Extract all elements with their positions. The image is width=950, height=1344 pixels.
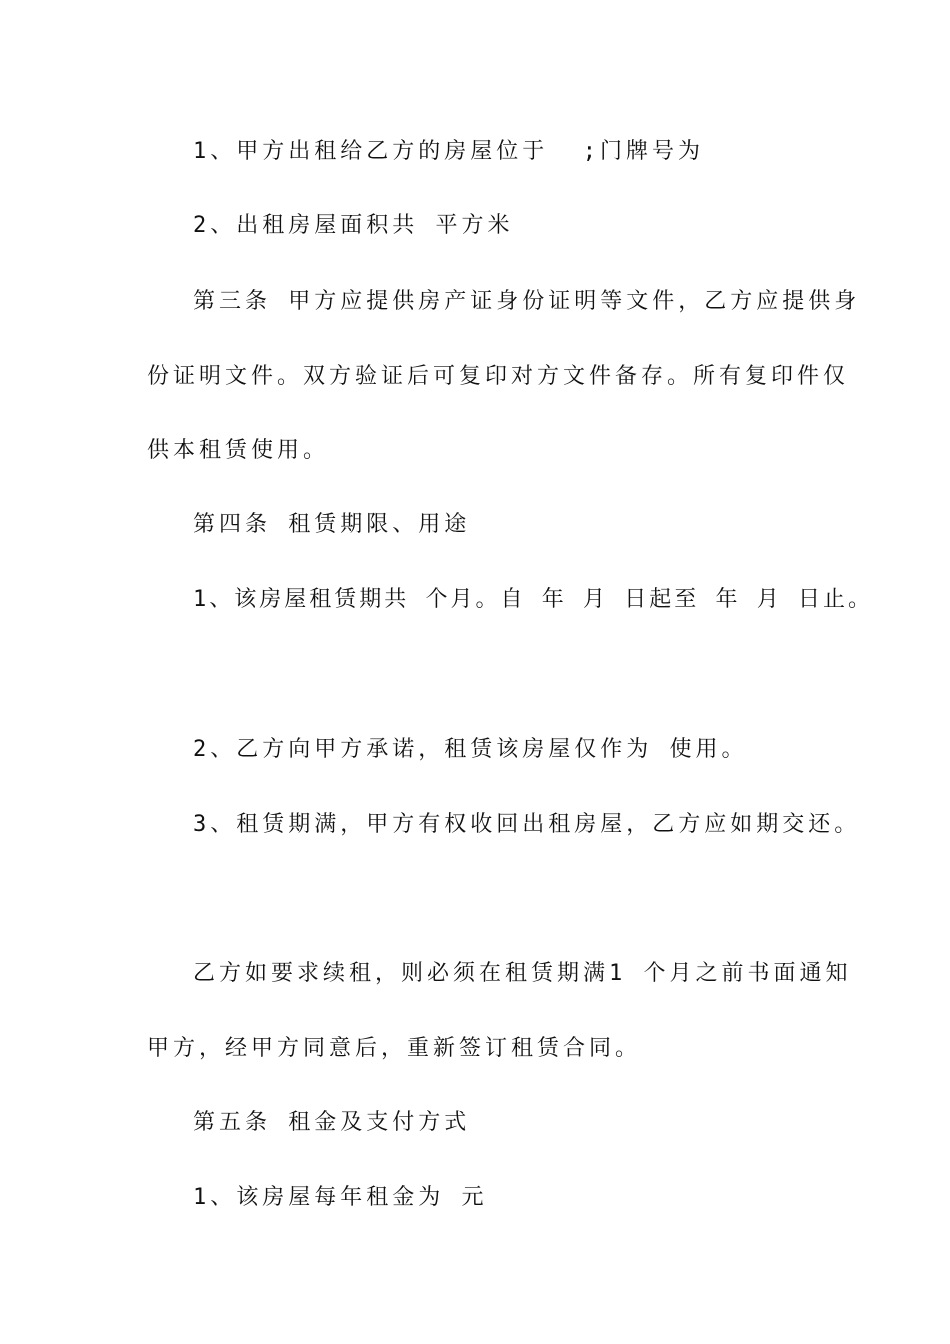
article-4-item-3: 3、租赁期满，甲方有权收回出租房屋，乙方应如期交还。	[193, 812, 861, 837]
clause-2-item-2: 2、出租房屋面积共 平方米	[193, 213, 514, 238]
article-5-item-1: 1、该房屋每年租金为 元	[193, 1185, 488, 1210]
article-3-line-2: 份证明文件。双方验证后可复印对方文件备存。所有复印件仅	[147, 364, 850, 389]
article-4-item-1: 1、该房屋租赁期共 个月。自 年 月 日起至 年 月 日止。	[193, 587, 873, 612]
article-4-item-2: 2、乙方向甲方承诺，租赁该房屋仅作为 使用。	[193, 737, 748, 762]
clause-2-item-1: 1、甲方出租给乙方的房屋位于 ;门牌号为	[193, 139, 704, 164]
article-4-heading: 第四条 租赁期限、用途	[193, 512, 471, 537]
article-3-line-3: 供本租赁使用。	[147, 438, 330, 463]
article-5-heading: 第五条 租金及支付方式	[193, 1110, 471, 1135]
renewal-line-1: 乙方如要求续租，则必须在租赁期满1 个月之前书面通知	[193, 961, 852, 986]
renewal-line-2: 甲方，经甲方同意后，重新签订租赁合同。	[147, 1036, 642, 1061]
article-3-line-1: 第三条 甲方应提供房产证身份证明等文件，乙方应提供身	[193, 289, 861, 314]
